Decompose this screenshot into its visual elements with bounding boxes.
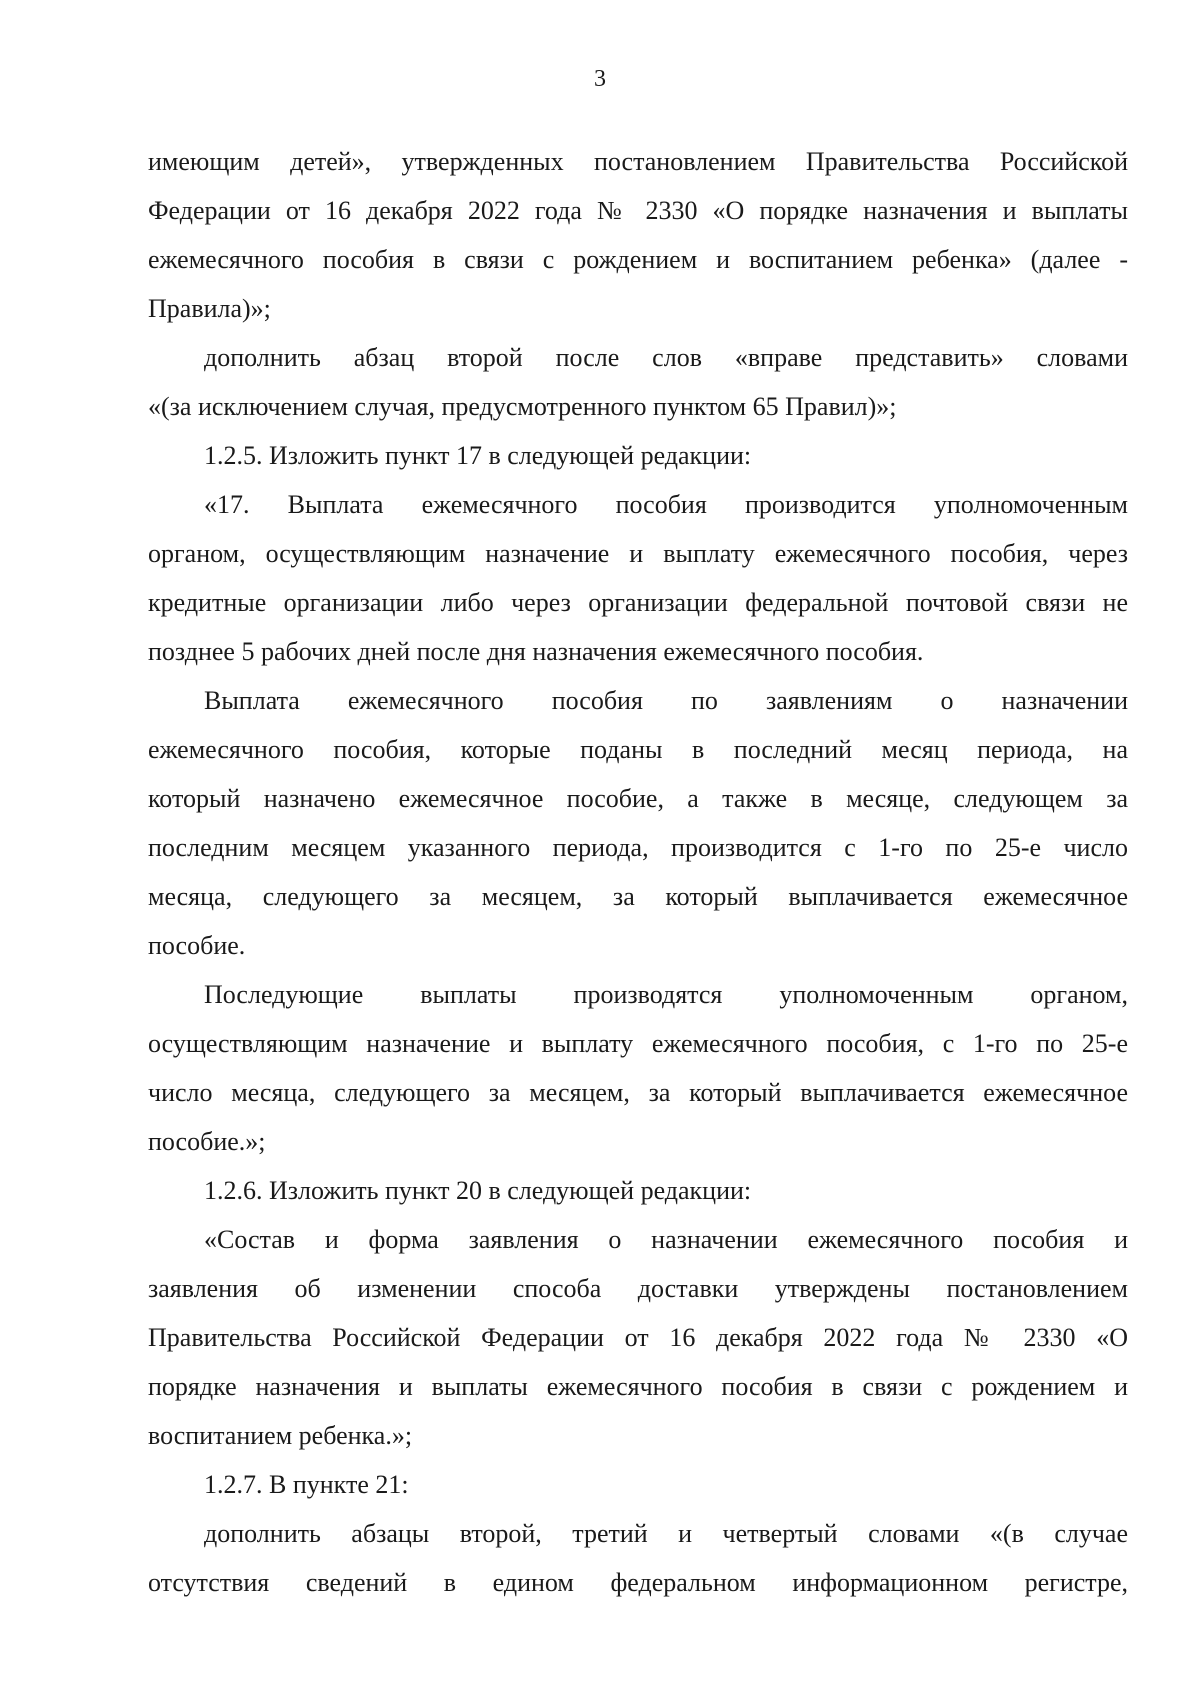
text-line: последним месяцем указанного периода, производится с 1-го по 25-е число <box>148 833 1128 862</box>
text-line: пособие. <box>148 931 246 960</box>
text-line: число месяца, следующего за месяцем, за который выплачивается ежемесячное <box>148 1078 1128 1107</box>
text-line: органом, осуществляющим назначение и выплату ежемесячного пособия, через <box>148 539 1128 568</box>
text-line: Выплата ежемесячного пособия по заявлениям о назначении <box>204 686 1128 715</box>
text-line: кредитные организации либо через организации федеральной почтовой связи не <box>148 588 1128 617</box>
text-line: позднее 5 рабочих дней после дня назначения ежемесячного пособия. <box>148 637 924 666</box>
text-line: «(за исключением случая, предусмотренного пунктом 65 Правил)»; <box>148 392 897 421</box>
text-line: имеющим детей», утвержденных постановлением Правительства Российской <box>148 147 1128 176</box>
text-line: пособие.»; <box>148 1127 266 1156</box>
text-line: отсутствия сведений в едином федеральном информационном регистре, <box>148 1568 1128 1597</box>
text-line: 1.2.7. В пункте 21: <box>204 1470 409 1499</box>
text-line: 1.2.6. Изложить пункт 20 в следующей редакции: <box>204 1176 752 1205</box>
text-line: 1.2.5. Изложить пункт 17 в следующей редакции: <box>204 441 752 470</box>
text-line: Федерации от 16 декабря 2022 года № 2330 «О порядке назначения и выплаты <box>148 196 1128 225</box>
text-line: месяца, следующего за месяцем, за который выплачивается ежемесячное <box>148 882 1128 911</box>
text-line: ежемесячного пособия в связи с рождением и воспитанием ребенка» (далее - <box>148 245 1128 274</box>
text-line: Последующие выплаты производятся уполномоченным органом, <box>204 980 1128 1009</box>
text-line: «17. Выплата ежемесячного пособия производится уполномоченным <box>204 490 1128 519</box>
text-line: осуществляющим назначение и выплату ежемесячного пособия, с 1-го по 25-е <box>148 1029 1128 1058</box>
text-line: Правительства Российской Федерации от 16 декабря 2022 года № 2330 «О <box>148 1323 1128 1352</box>
text-line: порядке назначения и выплаты ежемесячного пособия в связи с рождением и <box>148 1372 1128 1401</box>
text-line: Правила)»; <box>148 294 271 323</box>
text-line: заявления об изменении способа доставки утверждены постановлением <box>148 1274 1128 1303</box>
text-line: который назначено ежемесячное пособие, а также в месяце, следующем за <box>148 784 1128 813</box>
document-body <box>148 137 1128 1607</box>
text-line: воспитанием ребенка.»; <box>148 1421 413 1450</box>
page-number: 3 <box>594 66 606 92</box>
text-line: ежемесячного пособия, которые поданы в последний месяц периода, на <box>148 735 1128 764</box>
text-line: «Состав и форма заявления о назначении ежемесячного пособия и <box>204 1225 1128 1254</box>
text-line: дополнить абзацы второй, третий и четвертый словами «(в случае <box>204 1519 1128 1548</box>
text-line: дополнить абзац второй после слов «вправе представить» словами <box>204 343 1128 372</box>
